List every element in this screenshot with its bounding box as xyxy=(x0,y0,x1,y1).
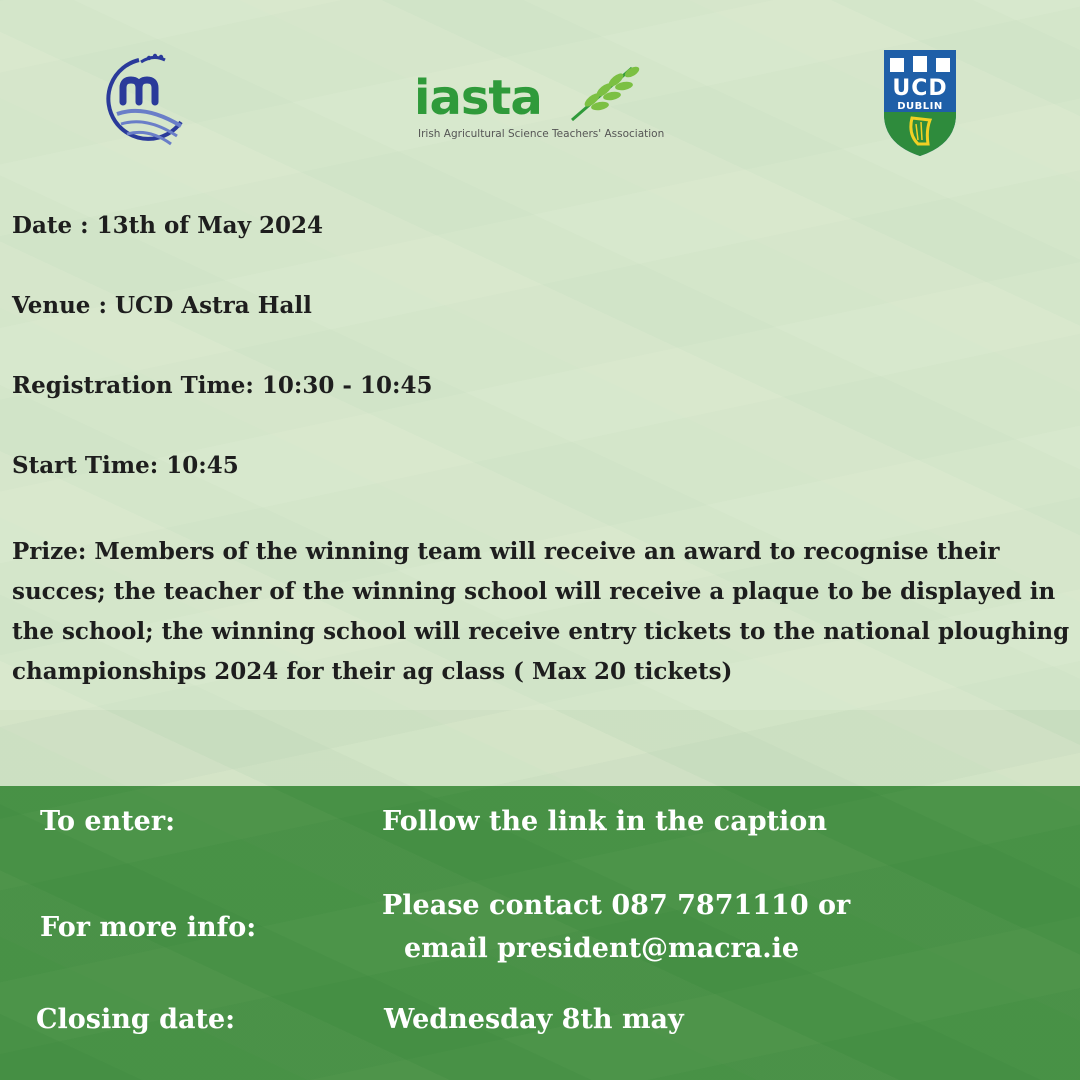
more-info-label: For more info: xyxy=(40,912,257,943)
closing-date-value: Wednesday 8th may xyxy=(384,1004,684,1035)
macra-logo xyxy=(95,52,190,147)
ucd-logo-subtext: DUBLIN xyxy=(897,101,943,112)
event-venue: Venue : UCD Astra Hall xyxy=(12,292,312,319)
iasta-wordmark: iasta xyxy=(414,70,542,126)
event-date: Date : 13th of May 2024 xyxy=(12,212,323,239)
more-info-phone: Please contact 087 7871110 or xyxy=(382,890,851,921)
macra-logo-icon xyxy=(95,52,190,147)
ucd-logo-text: UCD xyxy=(892,76,948,101)
start-time: Start Time: 10:45 xyxy=(12,452,239,479)
to-enter-label: To enter: xyxy=(40,806,176,837)
ucd-logo xyxy=(882,48,958,158)
prize-description: Prize: Members of the winning team will receive an award to recognise their succes; the teacher of the winning school will receive a plaque to be displayed in the school; the winning school will receive entry tickets to the national ploughing championships 2024 for their ag class ( Max 20 tickets) xyxy=(12,538,1070,685)
to-enter-value: Follow the link in the caption xyxy=(382,806,827,837)
iasta-subtitle: Irish Agricultural Science Teachers' Association xyxy=(418,128,665,140)
more-info-email: email president@macra.ie xyxy=(404,933,800,964)
wheat-icon xyxy=(562,60,650,130)
registration-time: Registration Time: 10:30 - 10:45 xyxy=(12,372,433,399)
iasta-logo xyxy=(410,60,665,150)
closing-date-label: Closing date: xyxy=(36,1004,236,1035)
